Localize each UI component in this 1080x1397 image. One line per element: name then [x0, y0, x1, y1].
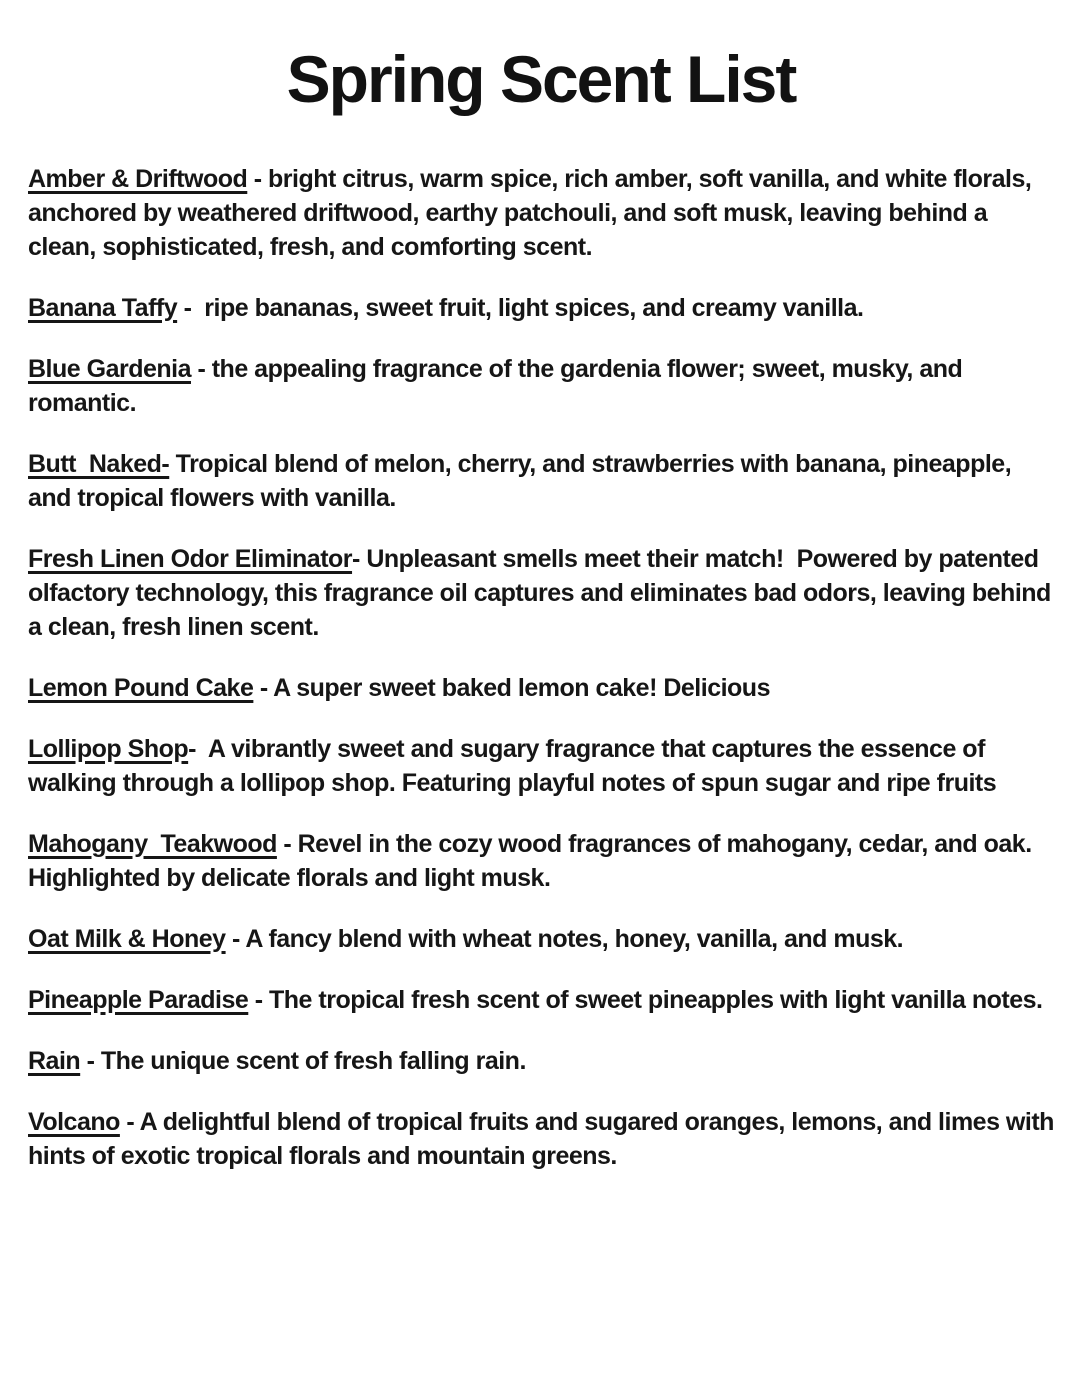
scent-entry	[28, 827, 1054, 895]
scent-name: Volcano	[28, 1107, 120, 1136]
scent-entry	[28, 671, 1054, 705]
scent-description: - A fancy blend with wheat notes, honey, vanilla, and musk.	[225, 924, 904, 953]
scent-entry	[28, 542, 1058, 644]
scent-entry	[28, 447, 1054, 515]
scent-name: Butt Naked-	[28, 449, 170, 478]
scent-description: - The tropical fresh scent of sweet pineapples with light vanilla notes.	[248, 985, 1043, 1014]
scent-name: Amber & Driftwood	[28, 164, 248, 193]
scent-description: - ripe bananas, sweet fruit, light spices, and creamy vanilla.	[177, 293, 864, 322]
scent-description: - A super sweet baked lemon cake! Delicious	[253, 673, 770, 702]
scent-name: Mahogany Teakwood	[28, 829, 277, 858]
scent-name: Fresh Linen Odor Eliminator	[28, 544, 353, 573]
scent-description: - The unique scent of fresh falling rain.	[80, 1046, 526, 1075]
scent-entry	[28, 352, 1054, 420]
scent-description: - Revel in the cozy wood fragrances of mahogany, cedar, and oak. Highlighted by delicate florals and light musk.	[28, 829, 1039, 892]
scent-entry	[28, 1105, 1061, 1173]
scent-name: Pineapple Paradise	[28, 985, 249, 1014]
page-title: Spring Scent List	[286, 42, 796, 116]
scent-description: Tropical blend of melon, cherry, and strawberries with banana, pineapple, and tropical flowers with vanilla.	[28, 449, 1018, 512]
scent-name: Blue Gardenia	[28, 354, 191, 383]
scent-name: Oat Milk & Honey	[28, 924, 226, 953]
scent-name: Lollipop Shop	[28, 734, 189, 763]
scent-description: - the appealing fragrance of the gardenia flower; sweet, musky, and romantic.	[28, 354, 969, 417]
scent-description: - Unpleasant smells meet their match! Powered by patented olfactory technology, this fragrance oil captures and eliminates bad odors, leaving behind a clean, fresh linen scent.	[28, 544, 1058, 641]
scent-description: - A delightful blend of tropical fruits and sugared oranges, lemons, and limes with hints of exotic tropical florals and mountain greens.	[28, 1107, 1061, 1170]
scent-entry	[28, 732, 1054, 800]
scent-name: Lemon Pound Cake	[28, 673, 254, 702]
scent-description: - A vibrantly sweet and sugary fragrance that captures the essence of walking through a lollipop shop. Featuring playful notes of spun sugar and ripe fruits	[28, 734, 997, 797]
scent-entry	[28, 1044, 1054, 1078]
scent-entry	[28, 162, 1054, 264]
scent-entry	[28, 922, 1054, 956]
scent-name: Rain	[28, 1046, 81, 1075]
scent-description: - bright citrus, warm spice, rich amber, soft vanilla, and white florals, anchored by weathered driftwood, earthy patchouli, and soft musk, leaving behind a clean, sophisticated, fresh, and comforting scent.	[28, 164, 1038, 261]
scent-entry	[28, 983, 1054, 1017]
scent-name: Banana Taffy	[28, 293, 178, 322]
scent-entry	[28, 291, 1054, 325]
